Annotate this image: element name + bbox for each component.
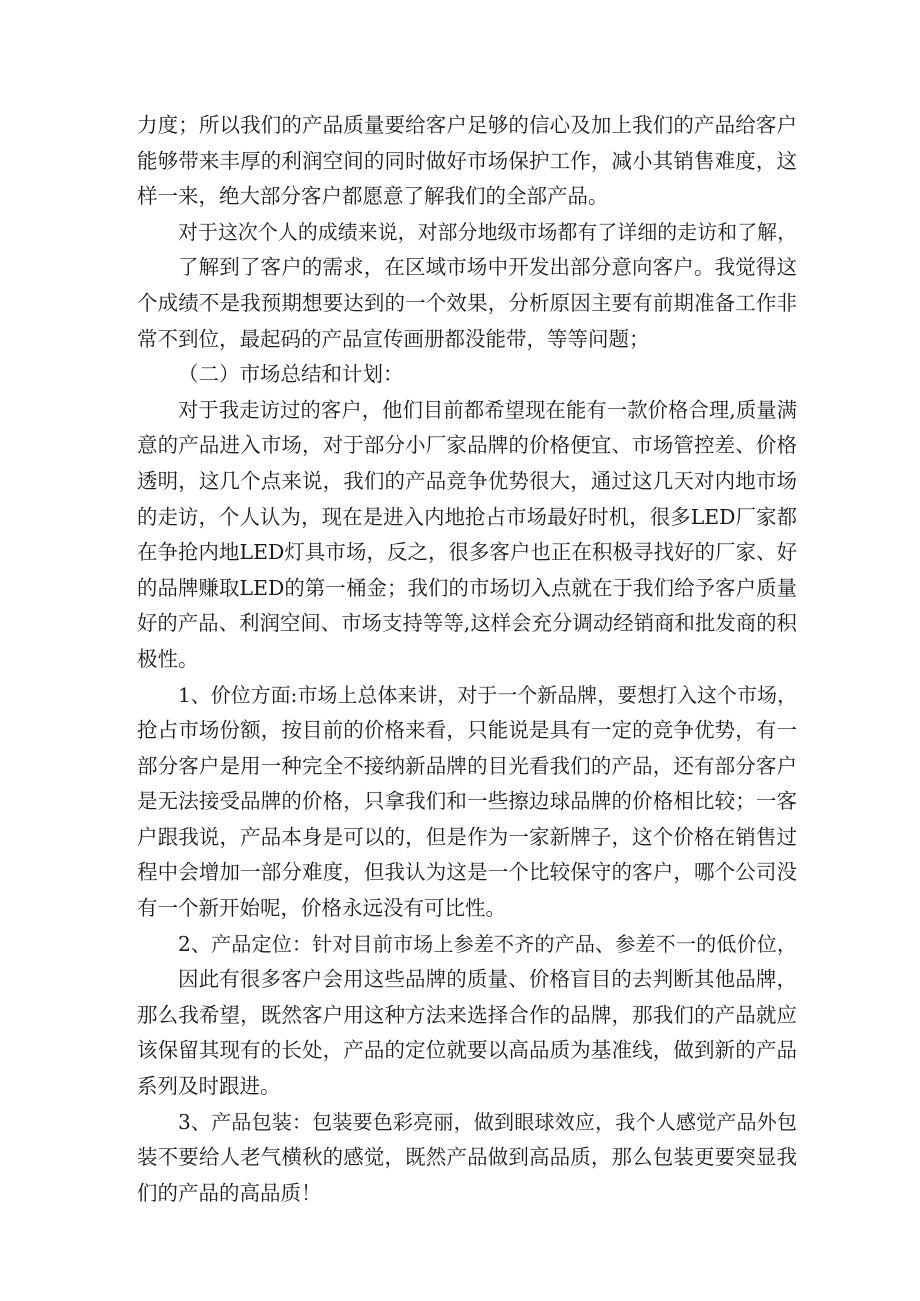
text-line: 意的产品进入市场，对于部分小厂家品牌的价格便宜、市场管控差、价格 — [137, 433, 797, 458]
text-line: 那么我希望，既然客户用这种方法来选择合作的品牌，那我们的产品就应 — [137, 1002, 797, 1027]
text-line: 部分客户是用一种完全不接纳新品牌的目光看我们的产品，还有部分客户 — [137, 753, 797, 778]
text-line: 们的产品的高品质！ — [137, 1180, 322, 1205]
paragraph-7 — [137, 1105, 797, 1212]
paragraph-4 — [137, 393, 797, 678]
text-line: 是无法接受品牌的价格，只拿我们和一些擦边球品牌的价格相比较；一客 — [137, 789, 797, 814]
text-line: 对于这次个人的成绩来说，对部分地级市场都有了详细的走访和了解， — [178, 220, 797, 244]
section-heading — [137, 357, 797, 393]
text-line: 有一个新开始呢，价格永远没有可比性。 — [137, 896, 506, 921]
text-line: 常不到位，最起码的产品宣传画册都没能带，等等问题； — [137, 326, 650, 351]
text-line: 因此有很多客户会用这些品牌的质量、价格盲目的去判断其他品牌， — [178, 967, 797, 992]
heading-text: （二）市场总结和计划： — [178, 362, 404, 387]
text-line: 力度；所以我们的产品质量要给客户足够的信心及加上我们的产品给客户 — [137, 113, 797, 137]
text-line: 1、价位方面:市场上总体来讲，对于一个新品牌，要想打入这个市场， — [178, 683, 797, 707]
document-page — [137, 108, 797, 1211]
text-line: 极性。 — [137, 646, 199, 671]
paragraph-2 — [137, 215, 797, 357]
text-line: 抢占市场份额，按目前的价格来看，只能说是具有一定的竞争优势，有一 — [137, 718, 797, 743]
text-line: 系列及时跟进。 — [137, 1074, 281, 1099]
text-line: 个成绩不是我预期想要达到的一个效果，分析原因主要有前期准备工作非 — [137, 290, 797, 315]
text-line: 的品牌赚取LED的第一桶金；我们的市场切入点就在于我们给予客户质量 — [137, 575, 797, 600]
paragraph-6 — [137, 927, 797, 1105]
text-line: 透明，这几个点来说，我们的产品竞争优势很大，通过这几天对内地市场 — [137, 468, 797, 493]
text-line: 对于我走访过的客户，他们目前都希望现在能有一款价格合理,质量满 — [178, 397, 797, 422]
text-line: 的走访，个人认为，现在是进入内地抢占市场最好时机，很多LED厂家都 — [137, 504, 797, 529]
text-line: 2、产品定位：针对目前市场上参差不齐的产品、参差不一的低价位， — [178, 931, 797, 956]
text-line: 程中会增加一部分难度，但我认为这是一个比较保守的客户，哪个公司没 — [137, 860, 797, 885]
text-line: 该保留其现有的长处，产品的定位就要以高品质为基准线，做到新的产品 — [137, 1038, 797, 1063]
text-line: 好的产品、利润空间、市场支持等等,这样会充分调动经销商和批发商的积 — [137, 611, 797, 636]
paragraph-5 — [137, 678, 797, 927]
text-line: 在争抢内地LED灯具市场，反之，很多客户也正在积极寻找好的厂家、好 — [137, 540, 797, 565]
text-line: 3、产品包装：包装要色彩亮丽，做到眼球效应，我个人感觉产品外包 — [178, 1109, 797, 1134]
paragraph-1 — [137, 108, 797, 215]
text-line: 能够带来丰厚的利润空间的同时做好市场保护工作，减小其销售难度，这 — [137, 148, 797, 173]
text-line: 户跟我说，产品本身是可以的，但是作为一家新牌子，这个价格在销售过 — [137, 824, 797, 849]
text-line: 装不要给人老气横秋的感觉，既然产品做到高品质，那么包装更要突显我 — [137, 1145, 797, 1170]
text-line: 了解到了客户的需求，在区域市场中开发出部分意向客户。我觉得这 — [178, 255, 797, 280]
text-line: 样一来，绝大部分客户都愿意了解我们的全部产品。 — [137, 184, 609, 209]
